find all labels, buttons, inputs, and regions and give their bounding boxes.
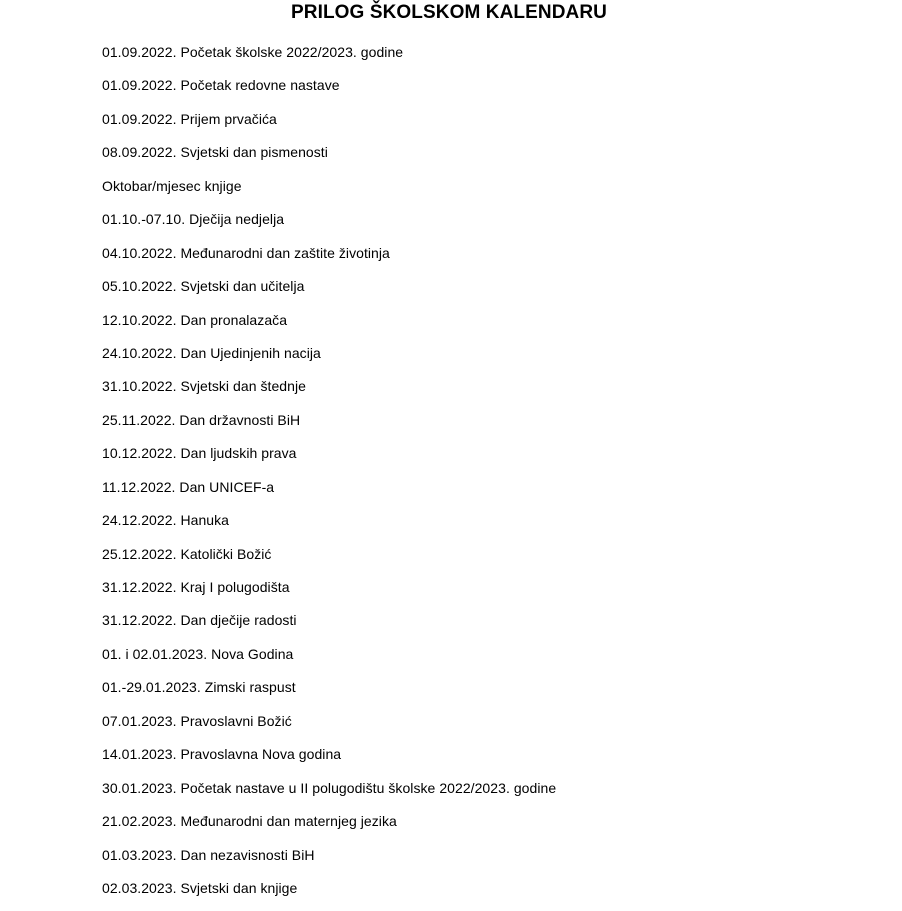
calendar-entry: 02.03.2023. Svjetski dan knjige [102,879,298,896]
calendar-entry: 01.10.-07.10. Dječija nedjelja [102,211,285,228]
calendar-entry: 30.01.2023. Početak nastave u II polugodištu školske 2022/2023. godine [102,779,557,796]
document-title: PRILOG ŠKOLSKOM KALENDARU [291,2,607,23]
calendar-entry: 01.03.2023. Dan nezavisnosti BiH [102,846,315,863]
calendar-entry: 14.01.2023. Pravoslavna Nova godina [102,746,342,763]
calendar-entry: 25.12.2022. Katolički Božić [102,545,272,562]
calendar-entry: 31.12.2022. Dan dječije radosti [102,612,297,629]
calendar-entry: 31.12.2022. Kraj I polugodišta [102,579,290,595]
calendar-entry: 12.10.2022. Dan pronalazača [102,311,288,328]
calendar-entry: 10.12.2022. Dan ljudskih prava [102,445,297,462]
calendar-entry-list [102,42,556,911]
calendar-entry: 24.12.2022. Hanuka [102,512,230,529]
calendar-entry: 11.12.2022. Dan UNICEF-a [102,478,275,495]
calendar-entry: 07.01.2023. Pravoslavni Božić [102,712,292,729]
calendar-entry: 04.10.2022. Međunarodni dan zaštite životinja [102,244,390,261]
calendar-entry: 24.10.2022. Dan Ujedinjenih nacija [102,344,321,361]
calendar-entry: 08.09.2022. Svjetski dan pismenosti [102,144,328,161]
calendar-entry: 01.09.2022. Prijem prvačića [102,110,277,127]
calendar-entry: 01.09.2022. Početak redovne nastave [102,77,340,94]
calendar-entry: 21.02.2023. Međunarodni dan maternjeg jezika [102,813,397,830]
calendar-entry: 31.10.2022. Svjetski dan štednje [102,378,306,395]
calendar-entry: 25.11.2022. Dan državnosti BiH [102,411,301,428]
calendar-entry: Oktobar/mjesec knjige [102,177,242,194]
calendar-entry: 01.09.2022. Početak školske 2022/2023. godine [102,44,404,60]
calendar-entry: 05.10.2022. Svjetski dan učitelja [102,278,305,295]
calendar-entry: 01.-29.01.2023. Zimski raspust [102,679,296,696]
calendar-entry: 01. i 02.01.2023. Nova Godina [102,645,294,662]
